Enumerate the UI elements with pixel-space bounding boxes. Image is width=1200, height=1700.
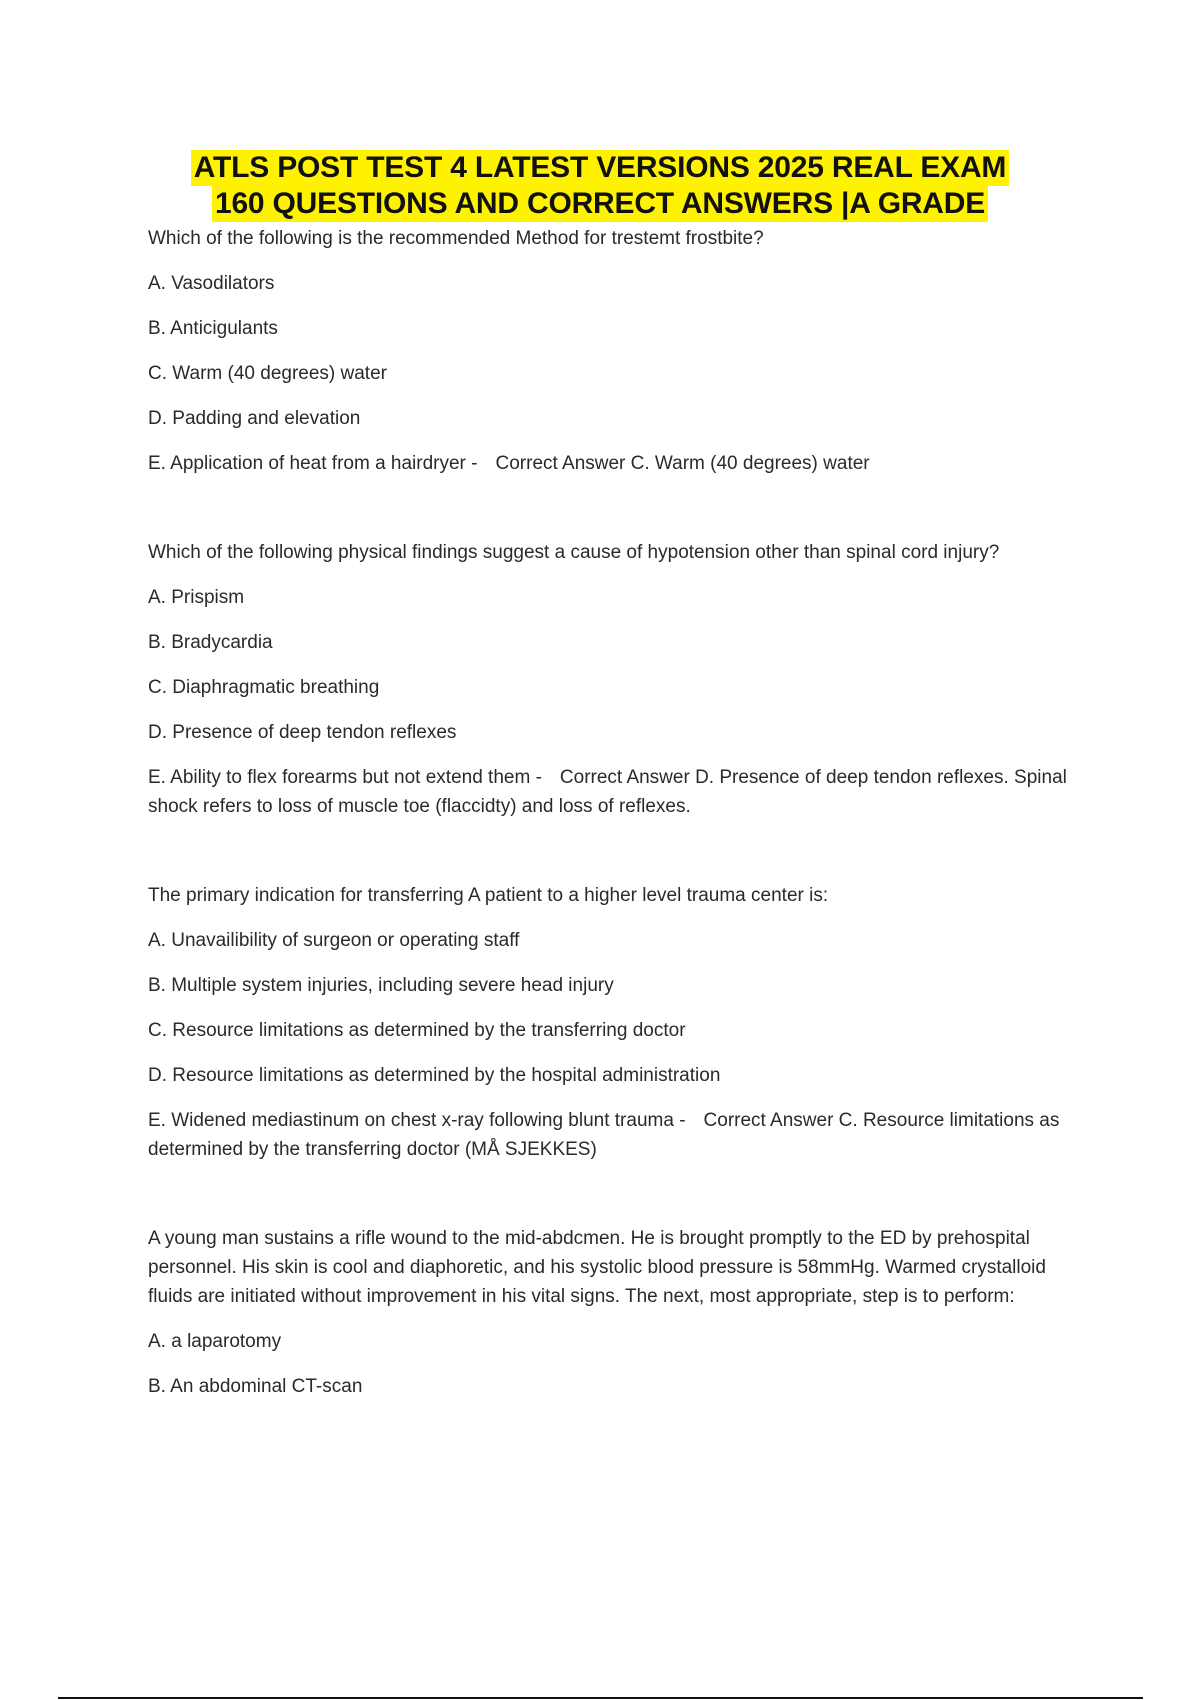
question-block-3: [148, 881, 1078, 1164]
option-b: B. Multiple system injuries, including severe head injury: [148, 975, 614, 996]
question-block-2: [148, 538, 1078, 821]
option-b: B. An abdominal CT-scan: [148, 1376, 363, 1397]
question-text: Which of the following physical findings suggest a cause of hypotension other than spinal cord injury?: [148, 542, 1000, 563]
correct-answer: Correct Answer C. Warm (40 degrees) water: [495, 453, 870, 474]
correct-answer: Correct Answer D. Presence of deep tendon reflexes. Spinal shock refers to loss of muscle toe (flaccidty) and loss of reflexes.: [148, 767, 1067, 817]
option-e: E. Ability to flex forearms but not extend them -: [148, 767, 542, 788]
option-e: E. Widened mediastinum on chest x-ray following blunt trauma -: [148, 1110, 686, 1131]
option-e: E. Application of heat from a hairdryer -: [148, 453, 478, 474]
option-d: D. Padding and elevation: [148, 408, 361, 429]
option-e-with-answer: [148, 449, 1078, 478]
option-a: A. a laparotomy: [148, 1331, 282, 1352]
option-b: B. Bradycardia: [148, 632, 273, 653]
option-b: B. Anticigulants: [148, 318, 278, 339]
question-text: Which of the following is the recommended Method for trestemt frostbite?: [148, 228, 764, 249]
option-e-with-answer: [148, 1106, 1078, 1164]
option-c: C. Resource limitations as determined by the transferring doctor: [148, 1020, 686, 1041]
option-c: C. Warm (40 degrees) water: [148, 363, 387, 384]
option-e-with-answer: [148, 763, 1078, 821]
question-text: A young man sustains a rifle wound to the mid-abdcmen. He is brought promptly to the ED by prehospital personnel. His skin is cool and diaphoretic, and his systolic blood pressure is 58mmHg. Warmed crystalloid fluids are initiated without improvement in his vital signs. The next, most appropriate, step is to perform:: [148, 1228, 1046, 1307]
option-d: D. Resource limitations as determined by the hospital administration: [148, 1065, 721, 1086]
option-d: D. Presence of deep tendon reflexes: [148, 722, 457, 743]
option-a: A. Vasodilators: [148, 273, 275, 294]
option-a: A. Prispism: [148, 587, 245, 608]
title-line-2: 160 QUESTIONS AND CORRECT ANSWERS |A GRADE: [212, 186, 988, 222]
option-c: C. Diaphragmatic breathing: [148, 677, 380, 698]
document-title: [0, 150, 1200, 222]
option-a: A. Unavailibility of surgeon or operating staff: [148, 930, 520, 951]
footer-divider: [58, 1697, 1143, 1699]
question-text: The primary indication for transferring A patient to a higher level trauma center is:: [148, 885, 829, 906]
question-block-1: [148, 224, 1078, 478]
question-block-4: [148, 1224, 1078, 1401]
question-list: [148, 224, 1078, 1461]
title-line-1: ATLS POST TEST 4 LATEST VERSIONS 2025 REAL EXAM: [191, 150, 1009, 186]
correct-answer: Correct Answer C. Resource limitations as determined by the transferring doctor (MÅ SJEKKES): [148, 1110, 1060, 1160]
